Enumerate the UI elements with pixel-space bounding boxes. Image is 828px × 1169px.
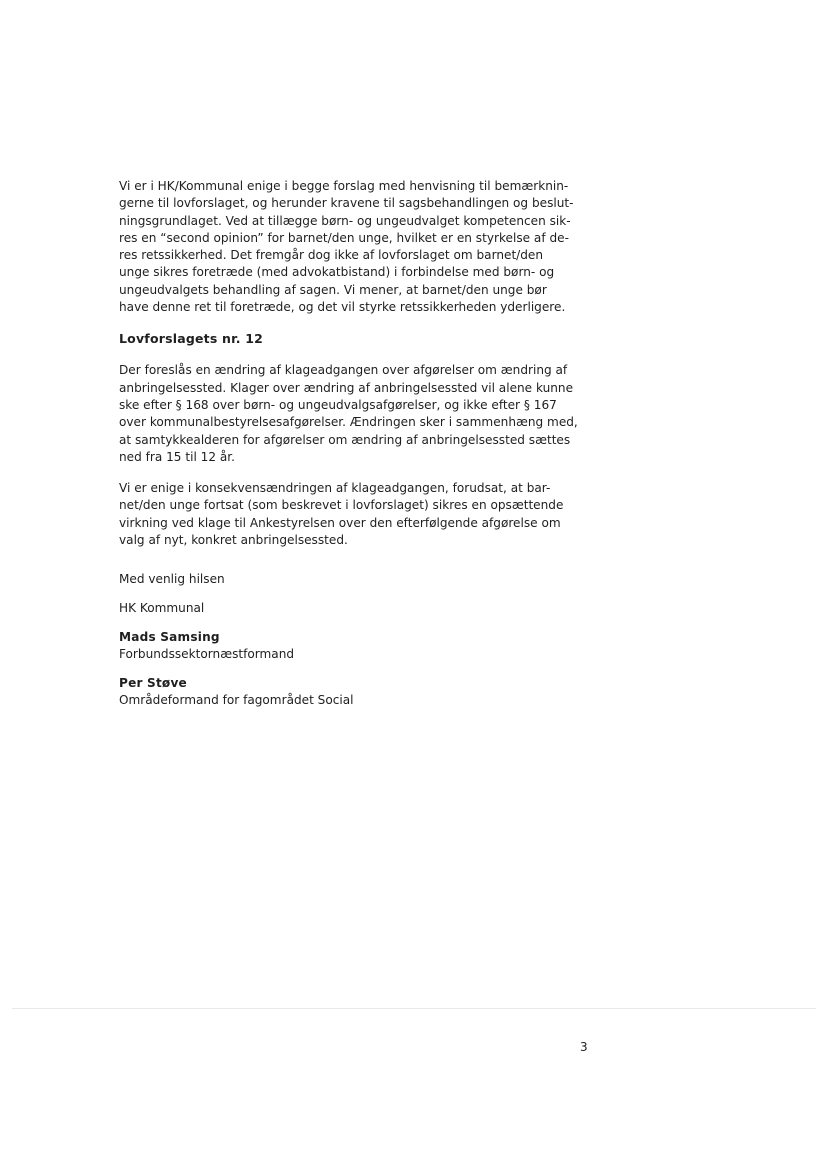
paragraph-line: ungeudvalgets behandling af sagen. Vi mener, at barnet/den unge bør xyxy=(119,282,547,297)
paragraph-line: unge sikres foretræde (med advokatbistand) i forbindelse med børn- og xyxy=(119,265,555,280)
signatory-name: Per Støve xyxy=(119,676,187,691)
paragraph-line: at samtykkealderen for afgørelser om ændring af anbringelsessted sættes xyxy=(119,432,571,447)
page-number: 3 xyxy=(580,1040,588,1054)
signatory-name: Mads Samsing xyxy=(119,630,220,645)
paragraph-line: over kommunalbestyrelsesafgørelser. Ændringen sker i sammenhæng med, xyxy=(119,415,578,430)
paragraph-line: Der foreslås en ændring af klageadgangen over afgørelser om ændring af xyxy=(119,363,568,378)
paragraph-line: valg af nyt, konkret anbringelsessted. xyxy=(119,533,348,548)
section-heading: Lovforslagets nr. 12 xyxy=(119,331,264,347)
signatory-title: Forbundssektornæstformand xyxy=(119,647,295,662)
paragraph-line: ned fra 15 til 12 år. xyxy=(119,449,236,464)
paragraph-line: res en “second opinion” for barnet/den unge, hvilket er en styrkelse af de- xyxy=(119,230,569,245)
organization-name: HK Kommunal xyxy=(119,601,205,616)
footer-divider xyxy=(12,1008,816,1009)
paragraph-line: net/den unge fortsat (som beskrevet i lovforslaget) sikres en opsættende xyxy=(119,498,564,513)
paragraph-line: Vi er i HK/Kommunal enige i begge forslag med henvisning til bemærknin- xyxy=(119,179,569,193)
paragraph-line: have denne ret til foretræde, og det vil styrke retssikkerheden yderligere. xyxy=(119,300,566,315)
paragraph-line: res retssikkerhed. Det fremgår dog ikke af lovforslaget om barnet/den xyxy=(119,248,544,263)
closing-greeting: Med venlig hilsen xyxy=(119,572,225,587)
letter-body xyxy=(119,178,599,709)
closing-block xyxy=(119,571,599,709)
signatory xyxy=(119,675,599,709)
paragraph-line: Vi er enige i konsekvensændringen af klageadgangen, forudsat, at bar- xyxy=(119,481,551,496)
paragraph-line: ske efter § 168 over børn- og ungeudvalgsafgørelser, og ikke efter § 167 xyxy=(119,397,557,412)
signatory-title: Områdeformand for fagområdet Social xyxy=(119,693,354,708)
paragraph-line: ningsgrundlaget. Ved at tillægge børn- og ungeudvalget kompetencen sik- xyxy=(119,213,571,228)
paragraph-3 xyxy=(119,480,599,549)
signatory xyxy=(119,629,599,663)
paragraph-2 xyxy=(119,362,599,466)
paragraph-line: anbringelsessted. Klager over ændring af anbringelsessted vil alene kunne xyxy=(119,380,574,395)
paragraph-line: gerne til lovforslaget, og herunder kravene til sagsbehandlingen og beslut- xyxy=(119,196,574,211)
paragraph-line: virkning ved klage til Ankestyrelsen over den efterfølgende afgørelse om xyxy=(119,515,561,530)
paragraph-1 xyxy=(119,178,599,316)
